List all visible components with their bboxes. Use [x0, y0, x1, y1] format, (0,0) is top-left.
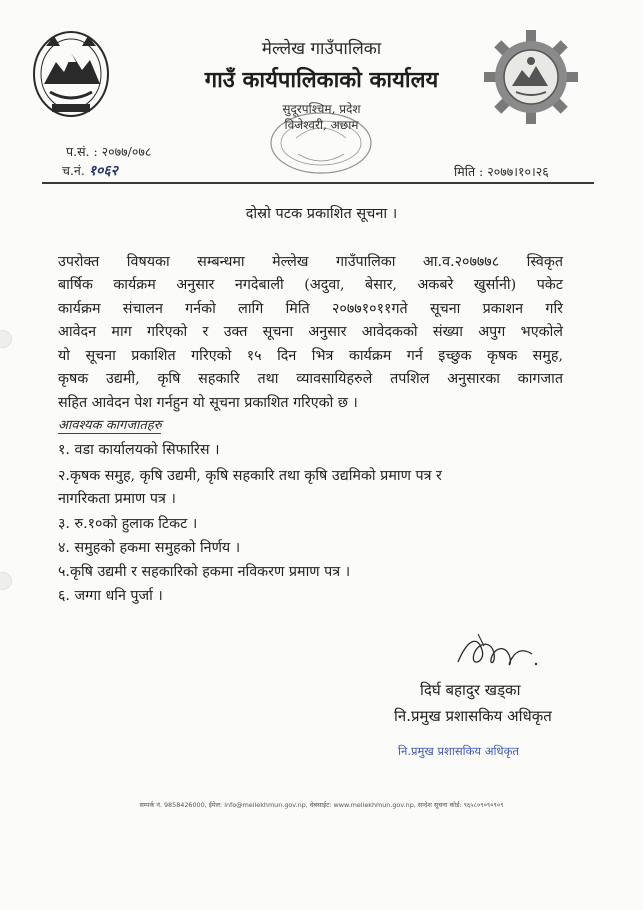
notice-title: दोस्रो पटक प्रकाशित सूचना । — [245, 206, 398, 222]
paragraph-line: उपरोक्त विषयका सम्बन्धमा मेल्लेख गाउँपालिका आ.व.२०७७७८ स्विकृत — [58, 254, 563, 270]
office-province: सुदूरपश्चिम, प्रदेश — [282, 102, 361, 116]
letter-date: मिति : २०७७।१०।२६ — [454, 164, 549, 179]
paragraph-line: कृषक उद्यमी, कृषि सहकारि तथा व्यावसायिहरुले तपशिल अनुसारका कागजात — [58, 371, 563, 387]
requirement-item: नागरिकता प्रमाण पत्र । — [58, 491, 176, 507]
signatory-stamp: नि.प्रमुख प्रशासकिय अधिकृत — [398, 744, 519, 758]
footer-contact: सम्पर्क नं. 9858426000, ईमेल: info@mellekhmun.gov.np, वेबसाईट: www.mellekhmun.gov.np, सन्देश सूचना कोर्ड: ९६५८०९०९०९०९ — [139, 801, 504, 809]
punch-hole — [0, 572, 12, 590]
requirement-item: ५.कृषि उद्यमी र सहकारिको हकमा नविकरण प्रमाण पत्र । — [58, 564, 351, 580]
header-divider — [42, 182, 594, 184]
office-seal-stamp — [266, 108, 376, 178]
signatory-name: दिर्घ बहादुर खड्का — [420, 681, 521, 699]
requirement-item: ४. समुहको हकमा समुहको निर्णय । — [58, 540, 241, 556]
dispatch-label: च.नं. — [62, 163, 85, 178]
requirement-item: ३. रु.१०को हुलाक टिकट । — [58, 516, 198, 532]
reference-number: प.सं. : २०७७/०७८ — [66, 144, 152, 159]
office-location: विजेश्वरी, अछाम — [284, 118, 359, 132]
requirement-item: १. वडा कार्यालयको सिफारिस । — [58, 442, 220, 458]
punch-hole — [0, 330, 12, 348]
requirement-item: २.कृषक समुह, कृषि उद्यमी, कृषि सहकारि तथा कृषि उद्यमिको प्रमाण पत्र र — [58, 468, 442, 484]
paragraph-line: यो सूचना प्रकाशित गरिएको १५ दिन भित्र कार्यक्रम गर्न इच्छुक कृषक समुह, — [58, 348, 563, 364]
dispatch-value: १०६२ — [88, 163, 118, 179]
requirement-item: ६. जग्गा धनि पुर्जा । — [58, 588, 163, 604]
documents-heading: आवश्यक कागजातहरु — [58, 415, 161, 434]
dispatch-number — [62, 161, 118, 180]
paragraph-line: आवेदन माग गरिएको र उक्त सूचना अनुसार आवेदकको संख्या अपुग भएकोले — [58, 324, 563, 340]
paragraph-line: बार्षिक कार्यक्रम अनुसार नगदेबाली (अदुवा, बेसार, अकबरे खुर्सानी) पकेट — [58, 277, 563, 293]
handwritten-signature — [448, 628, 544, 676]
office-name: मेल्लेख गाउँपालिका — [261, 39, 382, 59]
paragraph-line: कार्यक्रम संचालन गर्नको लागि मिति २०७७१०११गते सूचना प्रकाशन गरि — [58, 301, 563, 317]
paragraph-line: सहित आवेदन पेश गर्नहुन यो सूचना प्रकाशित गरिएको छ । — [58, 395, 358, 411]
municipality-logo-icon — [482, 28, 580, 126]
office-title: गाउँ कार्यपालिकाको कार्यालय — [204, 67, 439, 93]
signatory-role: नि.प्रमुख प्रशासकिय अधिकृत — [394, 707, 552, 725]
